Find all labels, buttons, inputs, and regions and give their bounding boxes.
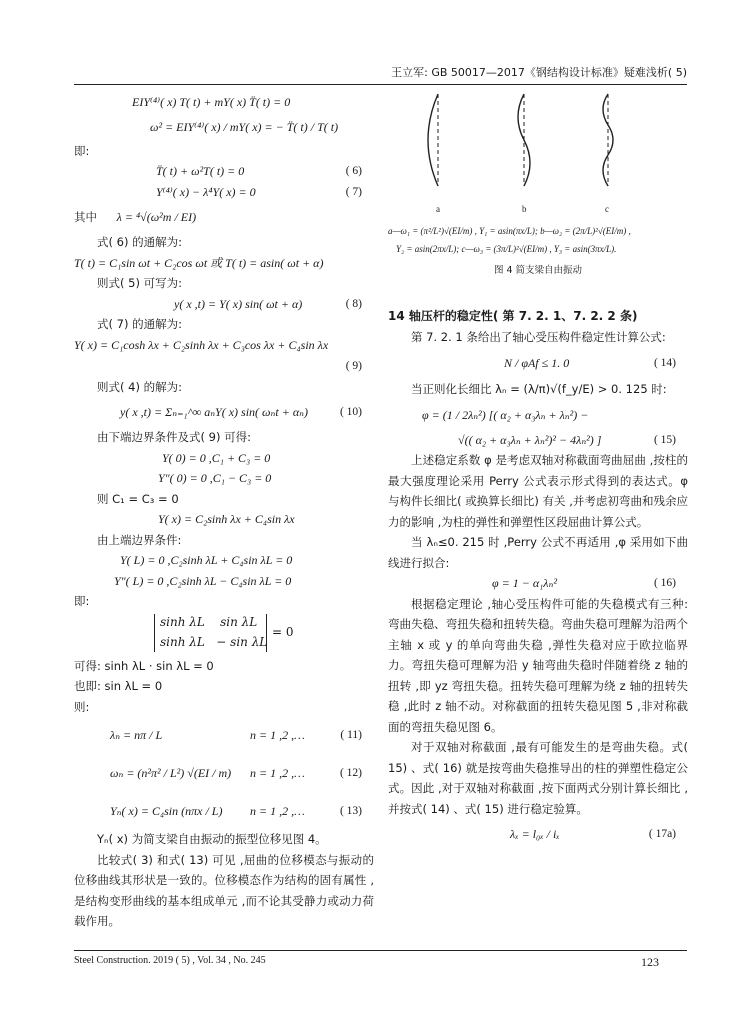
equation-15-part-2: √(( α₂ + α₃λₙ + λₙ²)² − 4λₙ²) ] [458,432,602,447]
equation-17a-row [388,819,688,849]
equation-omega: ω² = EIY⁽⁴⁾( x) / mY( x) = − T̈( t) / T( t) [150,119,339,134]
text-ze: 则: [74,699,90,714]
figure-caption-line-2: Y₂ = asin(2πx/L); c—ω₃ = (3π/L)²√(EI/m) , Y₃ = asin(3πx/L). [396,244,617,254]
paragraph-stability-coefficient: 上述稳定系数 φ 是考虑双轴对称截面弯曲屈曲 ,按柱的最大强度理论采用 Perry 公式表示形式得到的表达式。φ 与构件长细比( 或换算长细比) 有关 ,并考虑初弯曲和残余应力的影响 ,为柱的弹性和弹塑性区段屈曲计算公式。 [388,453,688,529]
equation-13: Yₙ( x) = C₄sin (nπx / L) [110,804,223,818]
equation-9: Y( x) = C₁cosh λx + C₂sinh λx + C₃cos λx + C₄sin λx [74,337,329,352]
journal-citation: Steel Construction. 2019 ( 5) , Vol. 34 , No. 245 [74,955,266,966]
determinant-equals: = 0 [272,624,294,639]
equation-number-7: ( 7) [345,185,362,198]
section-14-heading: 14 轴压杆的稳定性( 第 7. 2. 1、7. 2. 2 条) [388,309,638,323]
vibration-modes-diagram [388,90,688,200]
equation-Y: Y( x) = C₂sinh λx + C₄sin λx [158,512,295,526]
lambda-definition-row [74,202,374,232]
mode-b [518,94,530,186]
boundary-condition-4: Y″( L) = 0 ,C₂sinh λL − C₄sin λL = 0 [114,573,292,588]
equation-number-12: ( 12) [339,767,362,779]
equation-8-row [74,294,374,315]
paragraph-doubly-symmetric: 对于双轴对称截面 ,最有可能发生的是弯曲失稳。式( 15) 、式( 16) 就是按弯曲失稳推导出的柱的弹塑性稳定公式。因此 ,对于双轴对称截面 ,按下面两式分别计算长细比 ,并按式( 14) 、式( 15) 进行稳定验算。 [388,740,688,816]
running-title: 王立军: GB 50017—2017《钢结构设计标准》疑难浅析( 5) [391,66,687,79]
equation-17a: λₓ = l₀ₓ / iₓ [510,827,560,841]
equation-13-condition: n = 1 ,2 ,… [250,804,305,818]
equation-11: λₙ = nπ / L [110,728,163,742]
equation-12-condition: n = 1 ,2 ,… [250,766,305,780]
left-column [74,92,374,932]
equation-15-row [388,430,688,451]
boundary-condition-3: Y( L) = 0 ,C₂sinh λL + C₄sin λL = 0 [120,553,293,567]
mode-c [603,94,613,186]
determinant-row-1: sinh λL sin λL [160,614,258,629]
equation-13-row [74,793,374,829]
equation-number-8: ( 8) [345,297,362,310]
text-general-solution-7: 式( 7) 的通解为: [97,317,182,331]
text-upper-boundary: 由上端边界条件: [97,532,182,547]
figure-label-a: a [436,204,440,214]
text-sinh-sin: 可得: sinh λL · sin λL = 0 [74,658,214,673]
paragraph-mode-shape: Yₙ( x) 为简支梁自由振动的振型位移见图 4。 [97,832,327,846]
equation-15-part-1: φ = (1 / 2λₙ²) [( α₂ + α₃λₙ + λₙ²) − [422,407,589,422]
equation-number-15: ( 15) [653,433,676,446]
boundary-condition-2: Y″( 0) = 0 ,C₁ − C₃ = 0 [158,471,272,485]
text-lower-boundary: 由下端边界条件及式( 9) 可得: [97,430,251,444]
figure-4 [388,90,688,290]
equation-number-9: ( 9) [345,360,362,372]
paragraph-comparison: 比较式( 3) 和式( 13) 可见 ,屈曲的位移模态与振动的位移曲线其形状是一致的。位移模态作为结构的固有属性 ,是结构变形曲线的基本组成单元 ,而不论其受静力或动力荷载作用。 [74,852,374,928]
figure-labels [388,204,688,218]
text-sin-zero: 也即: sin λL = 0 [74,679,163,693]
text-general-solution-6: 式( 6) 的通解为: [97,235,182,249]
equation-11-row [74,717,374,753]
equation-10: y( x ,t) = Σₙ₌₁^∞ aₙY( x) sin( ωₙt + αₙ) [120,405,308,419]
lambda-definition: λ = ⁴√(ω²m / EI) [116,210,197,224]
determinant [74,612,374,656]
figure-title: 图 4 简支梁自由振动 [493,265,583,276]
figure-label-c: c [605,204,609,214]
determinant-row-2: sinh λL − sin λL [160,634,268,649]
text-qizhong: 其中 [74,210,97,224]
equation-solution-6: T( t) = C₁sin ωt + C₂cos ωt 或 T( t) = asin( ωt + α) [74,255,324,270]
equation-6-row [74,161,374,182]
footer-rule [74,950,687,951]
equation-number-14: ( 14) [653,357,676,369]
equation-16: φ = 1 − α₁λₙ² [492,576,557,590]
equation-11-condition: n = 1 ,2 ,… [250,728,305,742]
text-ji: 即: [74,143,90,158]
text-rewrite-5: 则式( 5) 可写为: [97,276,182,290]
equation-a: EIY⁽⁴⁾( x) T( t) + mY( x) T̈( t) = 0 [132,95,291,109]
equation-14-row [388,347,688,379]
figure-label-b: b [522,204,527,214]
equation-12: ωₙ = (n²π² / L²) √(EI / m) [110,766,232,780]
text-solution-4: 则式( 4) 的解为: [97,379,182,394]
equation-6: T̈( t) + ω²T( t) = 0 [156,164,245,178]
equation-9-number-row [74,355,374,377]
equation-number-6: ( 6) [345,165,362,177]
figure-caption-line-1: a—ω₁ = (π²/L²)√(EI/m) , Y₁ = asin(πx/L); b—ω₂ = (2π/L)²√(EI/m) , [388,226,631,236]
equation-10-row [74,397,374,427]
equation-16-row [388,573,688,594]
equation-number-16: ( 16) [653,577,676,589]
right-column [388,306,688,849]
paragraph-7-2-1: 第 7. 2. 1 条给出了轴心受压构件稳定性计算公式: [411,329,666,344]
page-number: 123 [641,955,659,969]
paragraph-normalized-slenderness: 当正则化长细比 λₙ = (λ/π)√(f_y/E) > 0. 125 时: [411,382,667,396]
equation-7-row [74,182,374,203]
equation-7: Y⁽⁴⁾( x) − λ⁴Y( x) = 0 [156,184,256,199]
equation-12-row [74,753,374,793]
text-c1-c3: 则 C₁ = C₃ = 0 [97,491,179,506]
equation-8: y( x ,t) = Y( x) sin( ωt + α) [174,296,303,311]
paragraph-instability-modes: 根据稳定理论 ,轴心受压构件可能的失稳模式有三种: 弯曲失稳、弯扭失稳和扭转失稳。弯曲失稳可理解为沿两个主轴 x 或 y 的单向弯曲失稳 ,弹性失稳对应于欧拉临界力。弯扭失稳可理解为沿 y 轴弯曲失稳时伴随着绕 z 轴的扭转 ,即 yz 弯扭失稳。扭转失稳可理解为绕 z 轴的扭转失稳 ,此时 z 轴不动。对称截面的扭转失稳见图 5 ,非对称截面的弯扭失稳见图 6。 [388,596,688,734]
boundary-condition-1: Y( 0) = 0 ,C₁ + C₃ = 0 [162,450,271,465]
determinant-bar-left [154,614,155,652]
paragraph-perry-limit: 当 λₙ≤0. 215 时 ,Perry 公式不再适用 ,φ 采用如下曲线进行拟合: [388,535,688,570]
mode-a [428,94,438,186]
equation-14: N / φAf ≤ 1. 0 [504,356,570,370]
determinant-bar-right [266,614,267,652]
equation-number-13: ( 13) [339,805,362,817]
equation-number-11: ( 11) [340,729,362,741]
text-ji-2: 即: [74,594,90,608]
header-rule [74,84,687,85]
equation-number-10: ( 10) [339,406,362,418]
equation-number-17a: ( 17a) [648,828,676,840]
